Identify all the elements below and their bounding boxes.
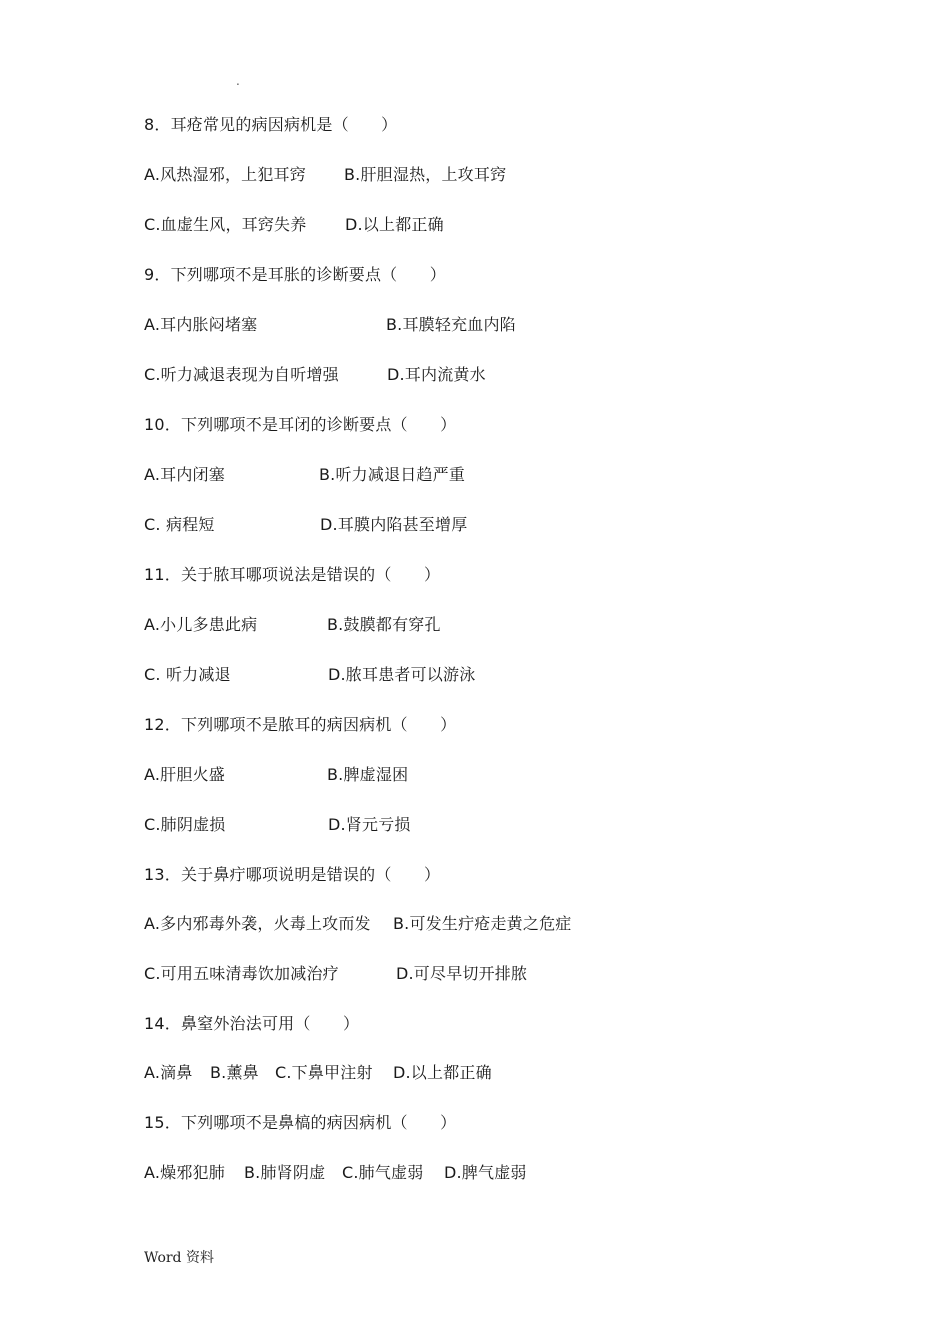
option-b: B.听力减退日趋严重	[319, 465, 466, 484]
question-10-options-row-1	[144, 464, 844, 486]
question-8-stem: 8．耳疮常见的病因病机是（ ）	[144, 115, 398, 134]
option-a: A.肝胆火盛	[144, 765, 225, 784]
option-d: D.可尽早切开排脓	[396, 964, 528, 983]
question-10-stem: 10．下列哪项不是耳闭的诊断要点（ ）	[144, 415, 457, 434]
option-d: D.耳内流黄水	[387, 365, 486, 384]
option-a: A.小儿多患此病	[144, 615, 258, 634]
option-a: A.耳内胀闷堵塞	[144, 315, 258, 334]
question-11-options-row-2	[144, 664, 844, 686]
question-12-stem: 12．下列哪项不是脓耳的病因病机（ ）	[144, 715, 457, 734]
option-c: C. 听力减退	[144, 665, 231, 684]
question-15-options-row-1	[144, 1162, 844, 1184]
option-d: D.肾元亏损	[328, 815, 411, 834]
option-b: B.肺肾阴虚	[244, 1163, 326, 1182]
option-c: C.血虚生风，耳窍失养	[144, 215, 307, 234]
question-12-options-row-2	[144, 814, 844, 836]
question-8-options-row-2	[144, 214, 844, 236]
option-a: A.耳内闭塞	[144, 465, 225, 484]
question-11-stem: 11．关于脓耳哪项说法是错误的（ ）	[144, 565, 441, 584]
option-b: B.肝胆湿热，上攻耳窍	[344, 165, 507, 184]
option-d: D.以上都正确	[345, 215, 444, 234]
option-c: C. 病程短	[144, 515, 215, 534]
option-d: D.以上都正确	[393, 1063, 492, 1082]
option-a: A.多内邪毒外袭，火毒上攻而发	[144, 914, 371, 933]
option-c: C.可用五味清毒饮加减治疗	[144, 964, 339, 983]
question-9-options-row-2	[144, 364, 844, 386]
option-d: D.脓耳患者可以游泳	[328, 665, 476, 684]
option-c: C.肺气虚弱	[342, 1163, 424, 1182]
option-d: D.耳膜内陷甚至增厚	[320, 515, 468, 534]
option-d: D.脾气虚弱	[444, 1163, 527, 1182]
question-9-stem: 9．下列哪项不是耳胀的诊断要点（ ）	[144, 265, 446, 284]
option-b: B.脾虚湿困	[327, 765, 409, 784]
option-b: B.可发生疔疮走黄之危症	[393, 914, 572, 933]
option-a: A.燥邪犯肺	[144, 1163, 225, 1182]
option-c: C.下鼻甲注射	[275, 1063, 373, 1082]
page-footer: Word 资料	[144, 1250, 214, 1266]
option-b: B.鼓膜都有穿孔	[327, 615, 441, 634]
option-c: C.听力减退表现为自听增强	[144, 365, 339, 384]
option-a: A.滴鼻	[144, 1063, 193, 1082]
question-13-stem: 13．关于鼻疔哪项说明是错误的（ ）	[144, 865, 441, 884]
question-13-options-row-1	[144, 913, 844, 935]
question-15-stem: 15．下列哪项不是鼻槁的病因病机（ ）	[144, 1113, 457, 1132]
option-c: C.肺阴虚损	[144, 815, 226, 834]
question-14-stem: 14．鼻窒外治法可用（ ）	[144, 1014, 360, 1033]
option-b: B.耳膜轻充血内陷	[386, 315, 516, 334]
question-11-options-row-1	[144, 614, 844, 636]
page-marker: .	[236, 74, 240, 88]
question-9-options-row-1	[144, 314, 844, 336]
question-13-options-row-2	[144, 963, 844, 985]
option-b: B.薰鼻	[210, 1063, 259, 1082]
question-12-options-row-1	[144, 764, 844, 786]
question-10-options-row-2	[144, 514, 844, 536]
question-14-options-row-1	[144, 1062, 844, 1084]
question-8-options-row-1	[144, 164, 844, 186]
option-a: A.风热湿邪，上犯耳窍	[144, 165, 306, 184]
